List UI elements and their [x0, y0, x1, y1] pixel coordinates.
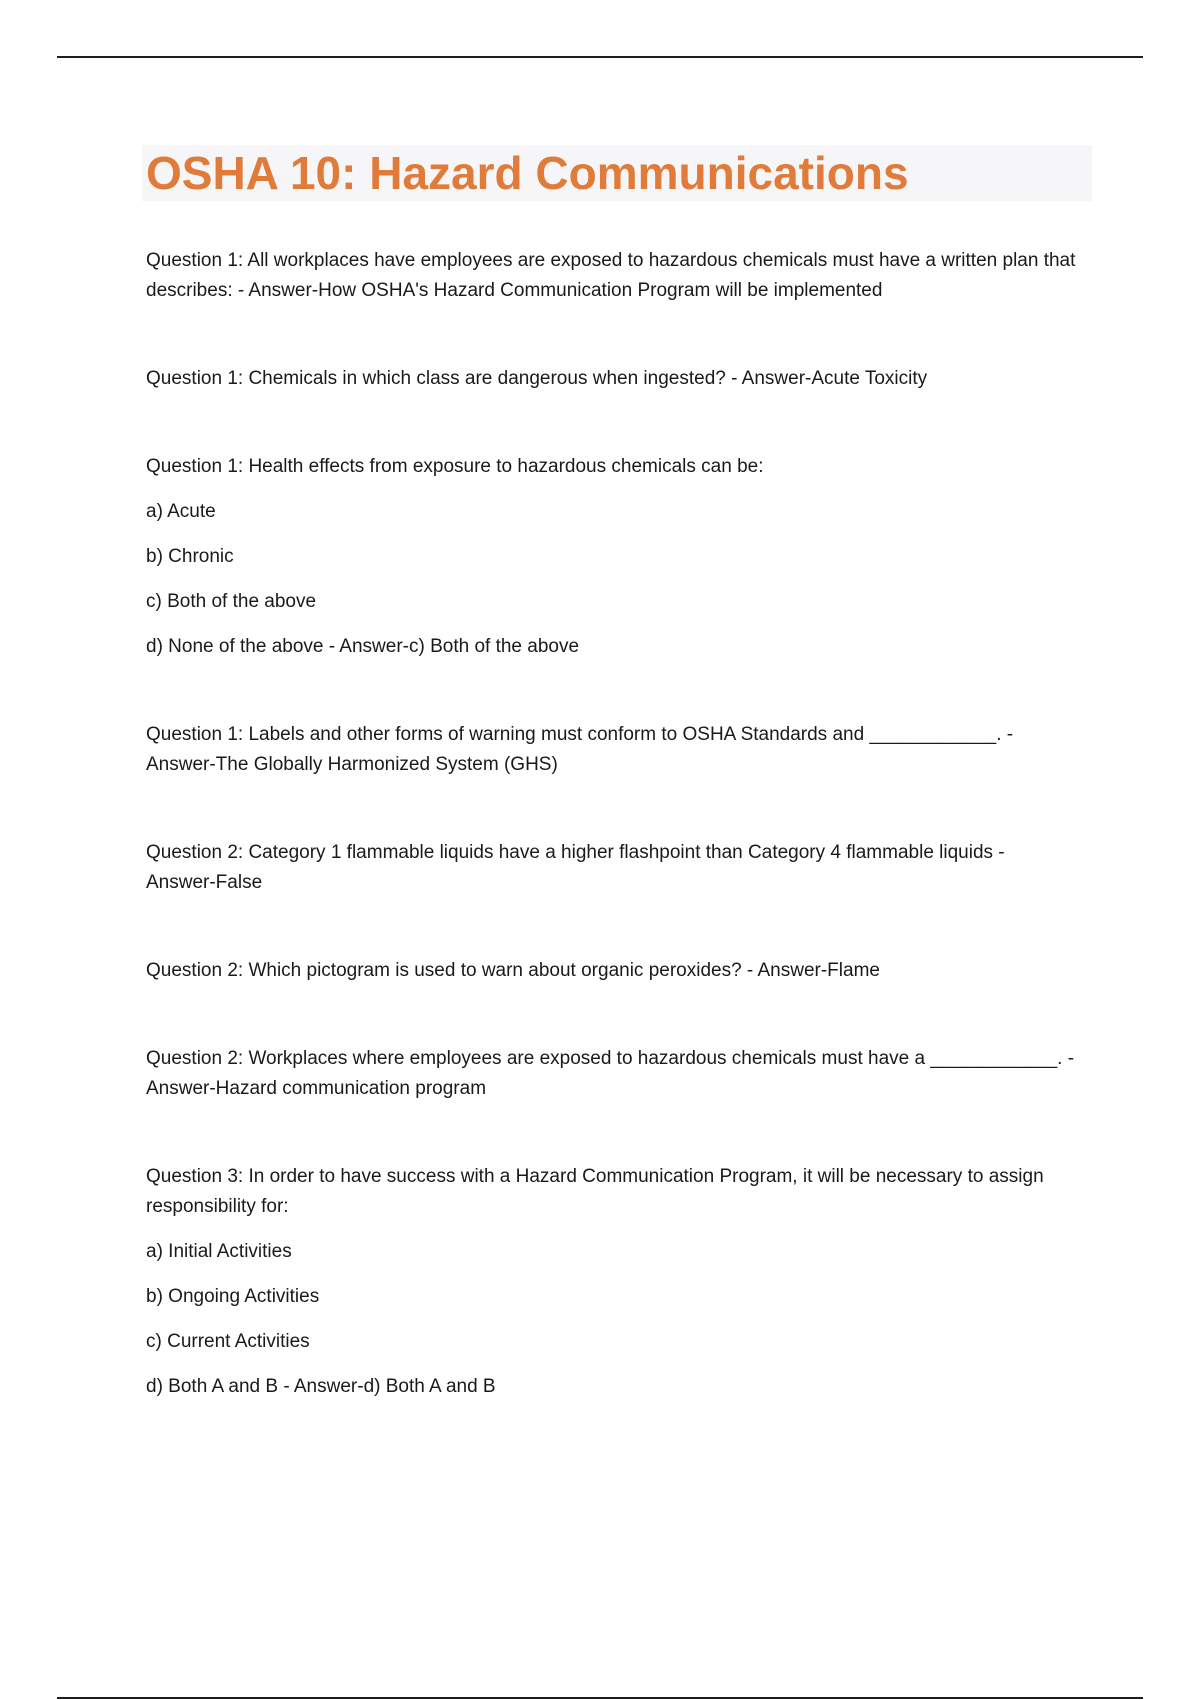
question-text: Question 1: Labels and other forms of warning must conform to OSHA Standards and ____________. - Answer-The Globally Harmonized System (GHS) [146, 724, 1014, 775]
question-text: Question 2: Category 1 flammable liquids have a higher flashpoint than Category 4 flammable liquids - Answer-False [146, 842, 1005, 893]
answer-option: b) Ongoing Activities [146, 1286, 320, 1307]
answer-option: d) None of the above - Answer-c) Both of the above [146, 636, 580, 657]
qa-list [146, 246, 1076, 1460]
question-text: Question 2: Workplaces where employees are exposed to hazardous chemicals must have a ____________. - Answer-Hazard communication program [146, 1048, 1075, 1099]
qa-item [146, 1162, 1076, 1402]
question-text: Question 1: All workplaces have employees are exposed to hazardous chemicals must have a written plan that describes: - Answer-How OSHA's Hazard Communication Program will be implemented [146, 250, 1076, 301]
qa-item [146, 1044, 1076, 1104]
question-text: Question 2: Which pictogram is used to warn about organic peroxides? - Answer-Flame [146, 960, 880, 981]
answer-option: a) Initial Activities [146, 1241, 292, 1262]
answer-option: d) Both A and B - Answer-d) Both A and B [146, 1376, 496, 1397]
qa-item [146, 246, 1076, 306]
question-text: Question 3: In order to have success with a Hazard Communication Program, it will be necessary to assign responsibility for: [146, 1166, 1044, 1217]
question-text: Question 1: Health effects from exposure to hazardous chemicals can be: [146, 456, 764, 477]
qa-item [146, 720, 1076, 780]
answer-option: a) Acute [146, 501, 216, 522]
page-title: OSHA 10: Hazard Communications [146, 147, 909, 199]
qa-item [146, 364, 1076, 394]
qa-item [146, 956, 1076, 986]
answer-option: b) Chronic [146, 546, 234, 567]
qa-item [146, 838, 1076, 898]
answer-option: c) Both of the above [146, 591, 317, 612]
qa-item [146, 452, 1076, 662]
answer-option: c) Current Activities [146, 1331, 310, 1352]
question-text: Question 1: Chemicals in which class are dangerous when ingested? - Answer-Acute Toxicity [146, 368, 928, 389]
top-rule [57, 56, 1143, 58]
bottom-rule [57, 1697, 1143, 1699]
